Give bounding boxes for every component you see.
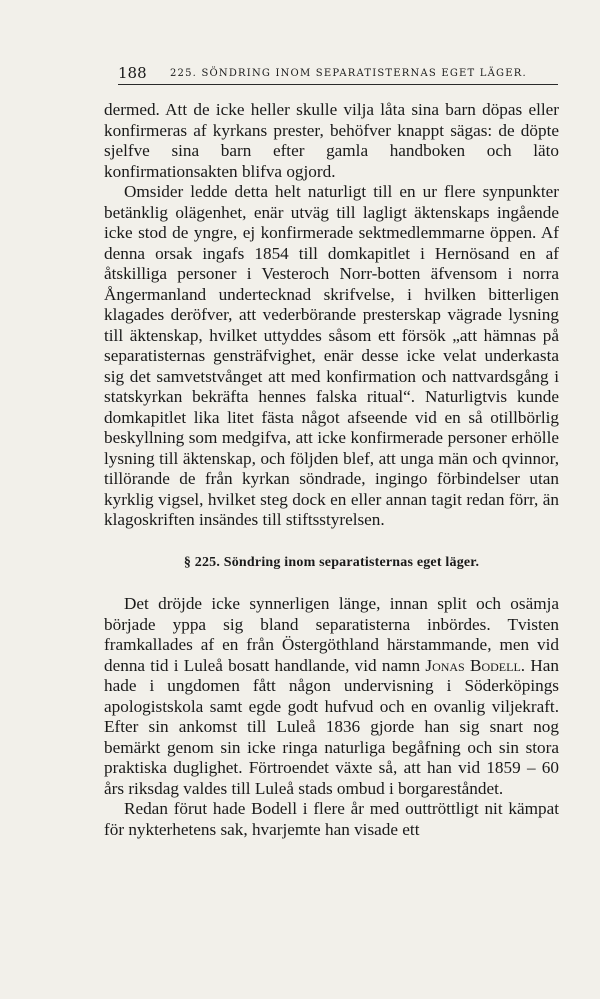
paragraph: dermed. Att de icke heller skulle vilja låta sina barn döpas eller konfirmeras af kyrkans prester, behöfver knappt sägas: de döpte sjelfve sina barn efter gamla handboken och läto konfirmationsakten blifva ogjord. xyxy=(104,100,559,181)
paragraph xyxy=(104,799,559,840)
paragraph xyxy=(104,594,559,799)
running-head-title: 225. SÖNDRING INOM SEPARATISTERNAS EGET LÄGER. xyxy=(170,68,527,79)
paragraph-text: Redan förut hade Bodell i flere år med outtröttligt nit kämpat för nykterhetens sak, hvarjemte han visade ett xyxy=(104,799,559,839)
person-name: Jonas Bodell xyxy=(425,655,521,675)
running-head xyxy=(118,62,558,85)
paragraph-text: Det dröjde icke synnerligen länge, innan split och osämja började yppa sig bland separatisterna inbördes. Tvisten framkallades af en från Östergöthland härstammande, men vid denna tid i Luleå bosatt handlande, vid namn xyxy=(104,594,559,675)
paragraph: Omsider ledde detta helt naturligt till en ur flere synpunkter betänklig olägenhet, enär utväg till lagligt äktenskaps ingående icke stod de yngre, ej konfirmerade sektmedlemmarne öppen. Af denna orsak ingafs 1854 till domkapitlet i Hernösand en af åtskilliga personer i Vesteroch Norr-botten äfvensom i norra Ångermanland undertecknad skrifvelse, i hvilken bitterligen klagades deröfver, att vederbörande presterskap vägrade lysning till äktenskap, hvilket uttyddes såsom ett försök „att hämnas på separatisternas gensträfvighet, enär desse icke velat underkasta sig det samvetstvånget att med konfirmation och nattvardsgång i statskyrkan bekräfta hennes falska ritual“. Naturligtvis kunde domkapitlet lika litet fästa något afseende vid en så otillbörlig beskyllning som medgifva, att icke konfirmerade personer erhölle lysning till äktenskap, och följden blef, att unga män och qvinnor, tillörande de från kyrkan söndrade, ingingo förbindelser utan kyrklig vigsel, hvilket steg dock en eller annan tagit redan förr, än klagoskriften insändes till stiftsstyrelsen. xyxy=(104,182,559,529)
section-heading: § 225. Söndring inom separatisternas eget läger. xyxy=(183,554,480,570)
body-text xyxy=(104,100,559,840)
page-number: 188 xyxy=(118,64,147,82)
paragraph-text: . Han hade i ungdomen fått någon undervisning i Söderköpings apologistskola samt egde godt hufvud och en ovanlig viljekraft. Efter sin ankomst till Luleå 1836 gjorde han sig snart nog bemärkt genom sin icke ringa naturliga begåfning och sin stora praktiska duglighet. Förtroendet växte så, att han vid 1859 – 60 års riksdag valdes till Luleå stads ombud i borgareståndet. xyxy=(104,655,559,798)
